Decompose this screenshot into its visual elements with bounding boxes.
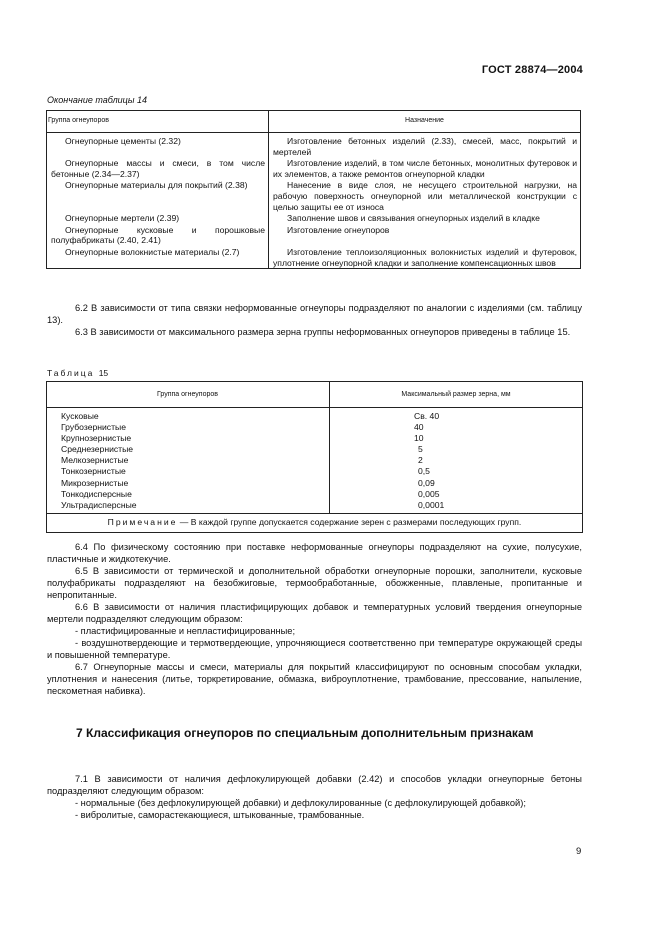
table14-cell-group: Огнеупорные материалы для покрытий (2.38): [47, 179, 269, 212]
table14-cell-purpose: Изготовление теплоизоляционных волокнистых изделий и футеровок, уплотнение огнеупорной кладки и заполнение компенсационных швов: [269, 246, 581, 269]
list-item: - вибролитые, саморастекающиеся, штыкованные, трамбованные.: [75, 810, 365, 820]
table15-size: 10: [414, 433, 424, 444]
table15-group: Тонкодисперсные: [61, 488, 132, 499]
paragraph: 6.2 В зависимости от типа связки неформованные огнеупоры подразделяют по аналогии с изделиями (см. таблицу 13).: [47, 303, 582, 325]
table15-size: 0,5: [418, 466, 430, 477]
table14-cell-group: Огнеупорные массы и смеси, в том числе бетонные (2.34—2.37): [47, 157, 269, 179]
table15-group: Кусковые: [61, 411, 99, 421]
table15-group: Мелкозернистые: [61, 455, 129, 466]
table15-size: 5: [418, 444, 423, 455]
list-item: - пластифицированные и непластифицированные;: [75, 626, 296, 636]
table15-header-group: Группа огнеупоров: [47, 382, 330, 408]
table14-cell-purpose: Заполнение швов и связывания огнеупорных изделий в кладке: [269, 212, 581, 224]
list-item: - нормальные (без дефлокулирующей добавки) и дефлокулированные (с дефлокулирующей добавкой);: [75, 798, 526, 808]
table-15: [46, 381, 583, 533]
table14-cell-purpose: Изготовление изделий, в том числе бетонных, монолитных футеровок и их элементов, а также ремонтов огнеупорной кладки: [269, 157, 581, 179]
table15-group: Ультрадисперсные: [61, 499, 137, 510]
table15-note: [47, 513, 583, 532]
table15-caption-word: Таблица: [47, 368, 95, 378]
table15-caption: [47, 368, 108, 378]
table14-cell-group: Огнеупорные волокнистые материалы (2.7): [47, 246, 269, 269]
table14-cell-purpose: Нанесение в виде слоя, не несущего строительной нагрузки, на рабочую поверхность огнеупорной или металлической конструкции с целью защиты ее от износа: [269, 179, 581, 212]
table14-cell-purpose: Изготовление огнеупоров: [269, 224, 581, 246]
table14-cell-group: Огнеупорные кусковые и порошковые полуфабрикаты (2.40, 2.41): [47, 224, 269, 246]
paragraphs-6-2-6-3: [47, 302, 582, 338]
paragraph: 6.7 Огнеупорные массы и смеси, материалы для покрытий классифицируют по основным способам укладки, уплотнения и нанесения (литье, торкретирование, обмазка, виброуплотнение, трамбование, прессование, напыление, пескометная набивка).: [47, 662, 582, 696]
paragraphs-6-4-6-7: [47, 541, 582, 697]
table15-group: Крупнозернистые: [61, 433, 132, 444]
table15-size: 40: [414, 422, 424, 433]
table14-cell-purpose: Изготовление бетонных изделий (2.33), смесей, масс, покрытий и мертелей: [269, 133, 581, 158]
table15-note-text: — В каждой группе допускается содержание зерен с размерами последующих групп.: [177, 516, 522, 527]
table15-note-label: Примечание: [107, 516, 178, 527]
table15-size: 0,09: [418, 477, 435, 488]
table14-cell-group: Огнеупорные мертели (2.39): [47, 212, 269, 224]
paragraph: 6.5 В зависимости от термической и дополнительной обработки огнеупорные порошки, заполнители, кусковые полуфабрикаты подразделяют на безобжиговые, термообработанные, обожженные, плавленые, пропитанные и непропитанные.: [47, 566, 582, 600]
table-row: [47, 179, 581, 212]
table14-cell-group: Огнеупорные цементы (2.32): [47, 133, 269, 158]
table15-sizes-cell: [330, 408, 583, 514]
table15-caption-number: 15: [98, 368, 109, 378]
table15-group: Тонкозернистые: [61, 466, 126, 477]
table-row: [47, 157, 581, 179]
standard-header: ГОСТ 28874—2004: [481, 64, 583, 76]
table15-groups-cell: [47, 408, 330, 514]
section-7-title: 7 Классификация огнеупоров по специальным дополнительным признакам: [76, 726, 534, 740]
table-row: [47, 224, 581, 246]
table14-caption: Окончание таблицы 14: [47, 95, 147, 105]
table-row: [47, 133, 581, 158]
table15-group: Микрозернистые: [61, 477, 129, 488]
table14-header-purpose: Назначение: [269, 111, 581, 133]
table15-size: 0,0001: [418, 499, 445, 510]
table15-group: Среднезернистые: [61, 444, 134, 455]
table15-size: Св. 40: [414, 411, 440, 421]
table-row: [47, 212, 581, 224]
list-item: - воздушнотвердеющие и термотвердеющие, упрочняющиеся соответственно при температуре окружающей среды и повышенной температуре.: [47, 638, 582, 660]
table15-header-size: Максимальный размер зерна, мм: [330, 382, 583, 408]
table-row: [47, 408, 583, 514]
table15-group: Грубозернистые: [61, 422, 126, 433]
table15-size: 2: [418, 455, 423, 466]
paragraph: 6.4 По физическому состоянию при поставке неформованные огнеупоры подразделяют на сухие, полусухие, пластичные и жидкотекучие.: [47, 542, 582, 564]
paragraphs-7-1: [47, 773, 582, 821]
table15-size: 0,005: [418, 488, 440, 499]
paragraph: 7.1 В зависимости от наличия дефлокулирующей добавки (2.42) и способов укладки огнеупорные бетоны подразделяют следующим образом:: [47, 774, 582, 796]
paragraph: 6.6 В зависимости от наличия пластифицирующих добавок и температурных условий твердения огнеупорные мертели подразделяют следующим образом:: [47, 602, 582, 624]
page-number: 9: [576, 846, 582, 857]
table-row: [47, 246, 581, 269]
table-14: [46, 110, 581, 269]
table14-header-group: Группа огнеупоров: [47, 111, 269, 133]
paragraph: 6.3 В зависимости от максимального размера зерна группы неформованных огнеупоров приведены в таблице 15.: [75, 327, 571, 337]
